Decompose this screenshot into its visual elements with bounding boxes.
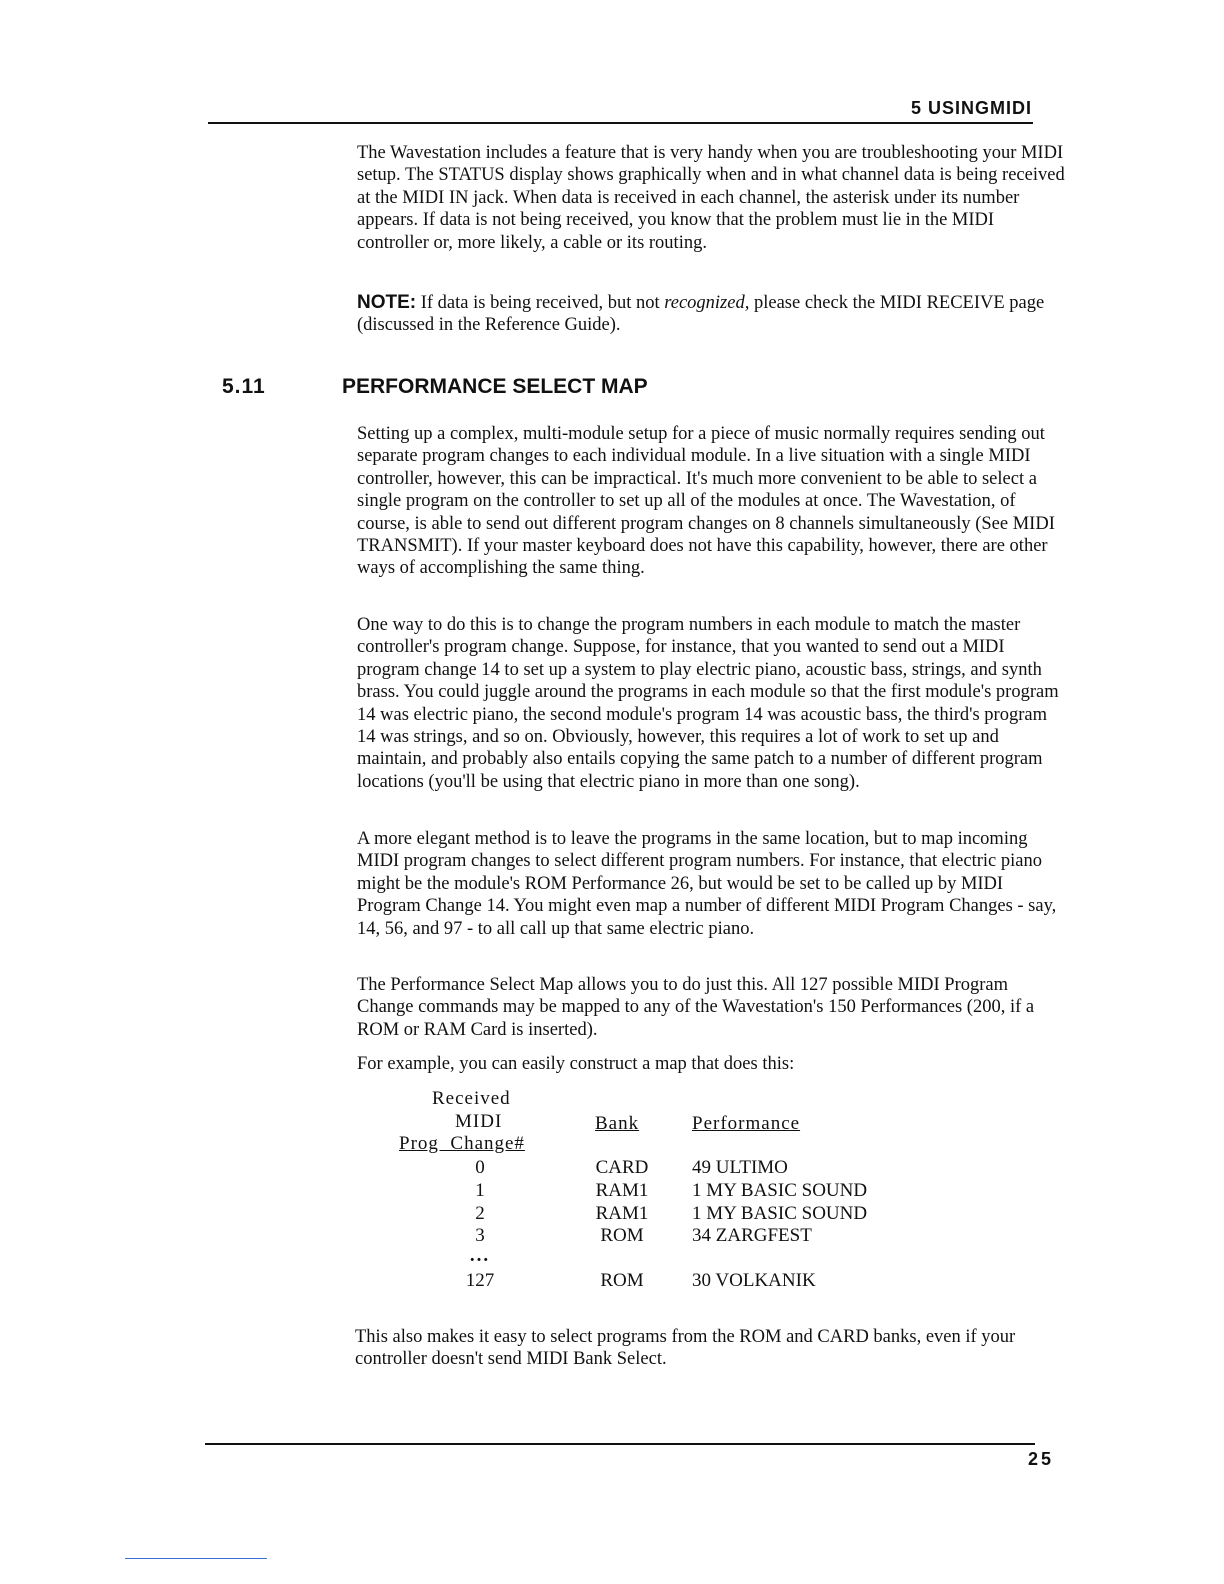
row-performance-value: 34 ZARGFEST bbox=[692, 1225, 812, 1246]
table-header-received: Received bbox=[432, 1088, 511, 1109]
page-number: 25 bbox=[1027, 1449, 1054, 1469]
note-emphasis: recognized, bbox=[664, 293, 750, 313]
body-paragraph-5: For example, you can easily construct a map that does this: bbox=[357, 1054, 795, 1074]
note-text-post: please check the MIDI RECEIVE page (discussed in the Reference Guide). bbox=[357, 293, 1045, 336]
row-midi-value: 1 bbox=[475, 1180, 485, 1201]
header-rule bbox=[208, 122, 1033, 124]
section-number: 5.11 bbox=[222, 375, 266, 398]
row-performance-value: 1 MY BASIC SOUND bbox=[692, 1203, 868, 1224]
table-header-bank: Bank bbox=[595, 1113, 640, 1134]
row-midi-value: 0 bbox=[475, 1157, 485, 1178]
body-paragraph-4: The Performance Select Map allows you to do just this. All 127 possible MIDI Program Change commands may be mapped to any of the Wavestation's 150 Performances (200, if a ROM or RAM Card is inserted). bbox=[357, 975, 1035, 1040]
table-header-midi: MIDI bbox=[455, 1111, 503, 1132]
body-paragraph-3: A more elegant method is to leave the programs in the same location, but to map incoming MIDI program changes to select different program numbers. For instance, that electric piano might be the module's ROM Performance 26, but would be set to be called up by MIDI Program Change 14. You might even map a number of different MIDI Program Changes - say, 14, 56, and 97 - to all call up that same electric piano. bbox=[357, 829, 1057, 939]
body-paragraph-6: This also makes it easy to select programs from the ROM and CARD banks, even if your controller doesn't send MIDI Bank Select. bbox=[355, 1327, 1016, 1370]
row-bank-value: RAM1 bbox=[595, 1203, 649, 1224]
row-bank-value: CARD bbox=[595, 1157, 649, 1178]
footer-underline-mark bbox=[125, 1558, 267, 1559]
body-paragraph-1: Setting up a complex, multi-module setup for a piece of music normally requires sending out separate program changes to each individual module. In a live situation with a single MIDI controller, however, this can be impractical. It's much more convenient to be able to select a single program on the controller to set up all of the modules at once. The Wavestation, of course, is able to send out different program changes on 8 channels simultaneously (See MIDI TRANSMIT). If your master keyboard does not have this capability, however, there are other ways of accomplishing the same thing. bbox=[357, 424, 1055, 579]
row-bank-value: ROM bbox=[600, 1225, 644, 1246]
intro-paragraph: The Wavestation includes a feature that is very handy when you are troubleshooting your MIDI setup. The STATUS display shows graphically when and in what channel data is being received at the MIDI IN jack. When data is received in each channel, the asterisk under its number appears. If data is not being received, you know that the problem must lie in the MIDI controller or, more likely, a cable or its routing. bbox=[357, 143, 1065, 253]
table-header-prog-change: Prog Change# bbox=[399, 1133, 525, 1154]
row-performance-value: 49 ULTIMO bbox=[692, 1157, 788, 1178]
table-header-performance: Performance bbox=[692, 1113, 801, 1134]
row-midi-value: 127 bbox=[465, 1270, 495, 1291]
row-performance-value: 1 MY BASIC SOUND bbox=[692, 1180, 868, 1201]
row-bank-value: ROM bbox=[600, 1270, 644, 1291]
row-midi-value: 3 bbox=[475, 1225, 485, 1246]
note-label: NOTE: bbox=[357, 292, 417, 313]
row-bank-value: RAM1 bbox=[595, 1180, 649, 1201]
section-title: PERFORMANCE SELECT MAP bbox=[342, 375, 648, 398]
footer-rule bbox=[205, 1443, 1035, 1445]
table-ellipsis: ... bbox=[469, 1245, 491, 1266]
note-text-pre: If data is being received, but not bbox=[416, 293, 665, 313]
row-performance-value: 30 VOLKANIK bbox=[692, 1270, 816, 1291]
body-paragraph-2: One way to do this is to change the program numbers in each module to match the master controller's program change. Suppose, for instance, that you wanted to send out a MIDI program change 14 to set up a system to play electric piano, acoustic bass, strings, and synth brass. You could juggle around the programs in each module so that the first module's program 14 was electric piano, the second module's program 14 was acoustic bass, the third's program 14 was strings, and so on. Obviously, however, this requires a lot of work to set up and maintain, and probably also entails copying the same patch to a number of different program locations (you'll be using that electric piano in more than one song). bbox=[357, 615, 1059, 792]
note-paragraph bbox=[357, 292, 1047, 337]
row-midi-value: 2 bbox=[475, 1203, 485, 1224]
page-header-title: 5 USINGMIDI bbox=[910, 98, 1032, 118]
